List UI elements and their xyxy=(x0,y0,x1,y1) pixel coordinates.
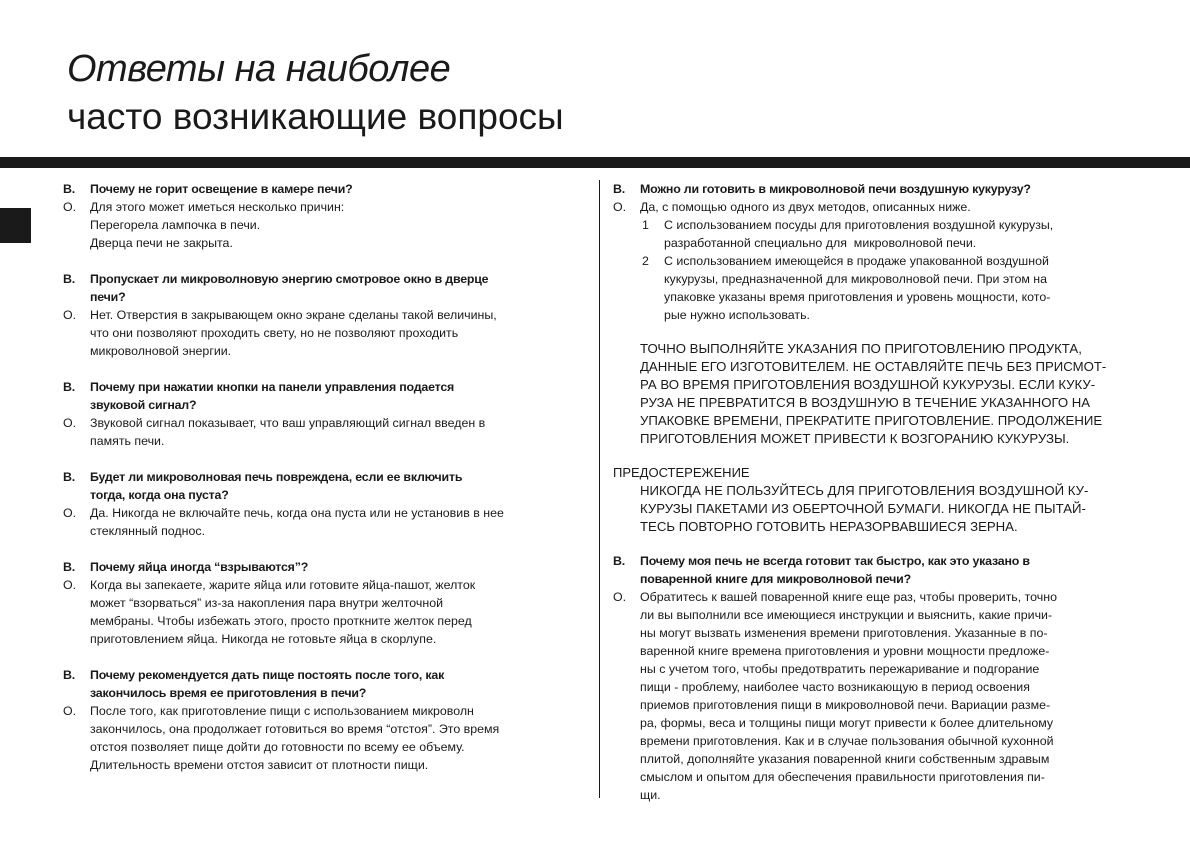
numbered-step xyxy=(640,216,1153,252)
question-mark: В. xyxy=(63,272,75,286)
warning-line: КУРУЗЫ ПАКЕТАМИ ИЗ ОБЕРТОЧНОЙ БУМАГИ. НИКОГДА НЕ ПЫТАЙ- xyxy=(640,501,1086,516)
answer-line: приемов приготовления пищи в микроволновой печи. Вариации разме- xyxy=(640,698,1051,712)
notice-line: ДАННЫЕ ЕГО ИЗГОТОВИТЕЛЕМ. НЕ ОСТАВЛЯЙТЕ ПЕЧЬ БЕЗ ПРИСМОТ- xyxy=(640,359,1107,374)
step-line: С использованием посуды для приготовления воздушной кукурузы, xyxy=(664,218,1054,232)
popcorn-steps xyxy=(613,216,1153,324)
answer-line: память печи. xyxy=(90,434,165,448)
answer-line: ны с учетом того, чтобы предотвратить пережаривание и подгорание xyxy=(640,662,1040,676)
section-tab-marker xyxy=(0,208,31,243)
answer-row xyxy=(613,198,1153,216)
question-line: тогда, когда она пуста? xyxy=(90,488,229,502)
answer-mark: О. xyxy=(63,416,77,430)
step-number: 2 xyxy=(642,254,649,268)
answer-line: что они позволяют проходить свету, но не позволяют проходить xyxy=(90,326,459,340)
answer-row xyxy=(63,414,573,450)
question-line: закончилось время ее приготовления в печи? xyxy=(90,686,367,700)
notice-line: РУЗА НЕ ПРЕВРАТИТСЯ В ВОЗДУШНУЮ В ТЕЧЕНИЕ УКАЗАННОГО НА xyxy=(640,395,1091,410)
answer-line: пищи - проблему, наиболее часто возникающую в период освоения xyxy=(640,680,1030,694)
question-text: Можно ли готовить в микроволновой печи воздушную кукурузу? xyxy=(640,182,1031,196)
question-row xyxy=(63,558,573,576)
step-line: С использованием имеющейся в продаже упакованной воздушной xyxy=(664,254,1049,268)
step-number: 1 xyxy=(642,218,649,232)
step-line: рые нужно использовать. xyxy=(664,308,810,322)
answer-line: ли вы выполнили все имеющиеся инструкции и выяснить, какие причи- xyxy=(640,608,1053,622)
answer-line: отстоя позволяет пище дойти до готовности по всему ее объему. xyxy=(90,740,465,754)
answer-row xyxy=(63,306,573,360)
column-divider xyxy=(599,180,600,798)
step-line: кукурузы, предназначенной для микроволновой печи. При этом на xyxy=(664,272,1048,286)
answer-line: ра, формы, веса и толщины пищи могут привести к более длительному xyxy=(640,716,1054,730)
header-rule xyxy=(0,157,1190,168)
answer-line: Дверца печи не закрыта. xyxy=(90,236,233,250)
question-row xyxy=(63,468,573,504)
question-line: Почему при нажатии кнопки на панели управления подается xyxy=(90,380,455,394)
question-line: Пропускает ли микроволновую энергию смотровое окно в дверце xyxy=(90,272,489,286)
answer-line: закончилось, она продолжает готовиться во время “отстоя”. Это время xyxy=(90,722,500,736)
question-mark: В. xyxy=(63,380,75,394)
question-row xyxy=(63,378,573,414)
question-mark: В. xyxy=(613,554,625,568)
answer-line: Перегорела лампочка в печи. xyxy=(90,218,261,232)
question-line: печи? xyxy=(90,290,126,304)
question-line: Будет ли микроволновая печь повреждена, если ее включить xyxy=(90,470,463,484)
answer-mark: О. xyxy=(63,308,77,322)
question-line: Почему рекомендуется дать пище постоять после того, как xyxy=(90,668,445,682)
answer-line: После того, как приготовление пищи с использованием микроволн xyxy=(90,704,474,718)
question-line: Почему яйца иногда “взрываются”? xyxy=(90,560,309,574)
question-row xyxy=(63,666,573,702)
answer-row xyxy=(613,588,1153,804)
question-line: поваренной книге для микроволновой печи? xyxy=(640,572,911,586)
left-column xyxy=(63,180,573,792)
answer-line: Нет. Отверстия в закрывающем окно экране сделаны такой величины, xyxy=(90,308,497,322)
right-column xyxy=(613,180,1153,822)
question-mark: В. xyxy=(63,470,75,484)
answer-mark: О. xyxy=(613,590,627,604)
qa-cooking-speed xyxy=(613,552,1153,804)
answer-mark: О. xyxy=(63,506,77,520)
answer-text xyxy=(90,504,573,540)
question-text xyxy=(640,552,1153,588)
answer-row xyxy=(63,576,573,648)
question-mark: В. xyxy=(613,182,625,196)
answer-line: щи. xyxy=(640,788,661,802)
answer-mark: О. xyxy=(63,578,77,592)
answer-text xyxy=(640,588,1153,804)
answer-mark: О. xyxy=(63,200,77,214)
notice-line: УПАКОВКЕ ВРЕМЕНИ, ПРЕКРАТИТЕ ПРИГОТОВЛЕНИЕ. ПРОДОЛЖЕНИЕ xyxy=(640,413,1103,428)
answer-row xyxy=(63,198,573,252)
answer-line: Да. Никогда не включайте печь, когда она пуста или не установив в нее xyxy=(90,506,504,520)
answer-text xyxy=(90,576,573,648)
question-row xyxy=(613,552,1153,588)
step-line: разработанной специально для микроволновой печи. xyxy=(664,236,977,250)
qa-item xyxy=(63,378,573,450)
qa-item xyxy=(63,180,573,252)
qa-popcorn xyxy=(613,180,1153,324)
answer-line: стеклянный поднос. xyxy=(90,524,206,538)
answer-line: приготовлением яйца. Никогда не готовьте яйца в скорлупе. xyxy=(90,632,437,646)
qa-item xyxy=(63,666,573,774)
notice-line: РА ВО ВРЕМЯ ПРИГОТОВЛЕНИЯ ВОЗДУШНОЙ КУКУРУЗЫ. ЕСЛИ КУКУ- xyxy=(640,377,1096,392)
question-mark: В. xyxy=(63,560,75,574)
question-text xyxy=(90,468,573,504)
question-row xyxy=(613,180,1153,198)
warning-line: НИКОГДА НЕ ПОЛЬЗУЙТЕСЬ ДЛЯ ПРИГОТОВЛЕНИЯ ВОЗДУШНОЙ КУ- xyxy=(640,483,1089,498)
warning-title: ПРЕДОСТЕРЕЖЕНИЕ xyxy=(613,465,750,480)
answer-text: Да, с помощью одного из двух методов, описанных ниже. xyxy=(640,200,971,214)
answer-line: микроволновой энергии. xyxy=(90,344,232,358)
answer-line: смыслом и опытом для обеспечения правильности приготовления пи- xyxy=(640,770,1045,784)
notice-line: ПРИГОТОВЛЕНИЯ МОЖЕТ ПРИВЕСТИ К ВОЗГОРАНИЮ КУКУРУЗЫ. xyxy=(640,431,1070,446)
answer-line: варенной книге времена приготовления и уровни мощности предложе- xyxy=(640,644,1050,658)
qa-item xyxy=(63,468,573,540)
page-title-line1: Ответы на наиболее xyxy=(67,48,451,90)
answer-row xyxy=(63,504,573,540)
answer-line: Для этого может иметься несколько причин: xyxy=(90,200,345,214)
step-text xyxy=(664,252,1153,324)
step-line: упаковке указаны время приготовления и уровень мощности, кото- xyxy=(664,290,1051,304)
step-text xyxy=(664,216,1153,252)
answer-text xyxy=(90,306,573,360)
question-text xyxy=(90,180,573,198)
warning-body xyxy=(640,482,1153,536)
qa-item xyxy=(63,270,573,360)
question-line: звуковой сигнал? xyxy=(90,398,197,412)
answer-line: Звуковой сигнал показывает, что ваш управляющий сигнал введен в xyxy=(90,416,486,430)
numbered-step xyxy=(640,252,1153,324)
question-mark: В. xyxy=(63,182,75,196)
answer-line: Обратитесь к вашей поваренной книге еще раз, чтобы проверить, точно xyxy=(640,590,1057,604)
page-title-line2: часто возникающие вопросы xyxy=(67,96,564,137)
question-text xyxy=(90,666,573,702)
notice-line: ТОЧНО ВЫПОЛНЯЙТЕ УКАЗАНИЯ ПО ПРИГОТОВЛЕНИЮ ПРОДУКТА, xyxy=(640,341,1082,356)
question-text xyxy=(90,270,573,306)
answer-line: Когда вы запекаете, жарите яйца или готовите яйца-пашот, желток xyxy=(90,578,476,592)
question-row xyxy=(63,270,573,306)
answer-line: мембраны. Чтобы избежать этого, просто проткните желток перед xyxy=(90,614,472,628)
question-line: Почему не горит освещение в камере печи? xyxy=(90,182,353,196)
answer-line: Длительность времени отстоя зависит от плотности пищи. xyxy=(90,758,429,772)
question-mark: В. xyxy=(63,668,75,682)
question-text xyxy=(90,558,573,576)
qa-item xyxy=(63,558,573,648)
warning-line: ТЕСЬ ПОВТОРНО ГОТОВИТЬ НЕРАЗОРВАВШИЕСЯ ЗЕРНА. xyxy=(640,519,1018,534)
answer-text xyxy=(90,702,573,774)
question-row xyxy=(63,180,573,198)
answer-text xyxy=(90,198,573,252)
popcorn-notice xyxy=(640,340,1153,448)
question-text xyxy=(90,378,573,414)
question-line: Почему моя печь не всегда готовит так быстро, как это указано в xyxy=(640,554,1030,568)
answer-mark: О. xyxy=(613,200,627,214)
answer-line: плитой, дополняйте указания поваренной книги собственным здравым xyxy=(640,752,1050,766)
answer-line: времени приготовления. Как и в случае пользования обычной кухонной xyxy=(640,734,1054,748)
answer-line: ны могут вызвать изменения времени приготовления. Указанные в по- xyxy=(640,626,1048,640)
answer-line: может “взорваться” из-за накопления пара внутри желточной xyxy=(90,596,444,610)
answer-text xyxy=(90,414,573,450)
answer-row xyxy=(63,702,573,774)
answer-mark: О. xyxy=(63,704,77,718)
